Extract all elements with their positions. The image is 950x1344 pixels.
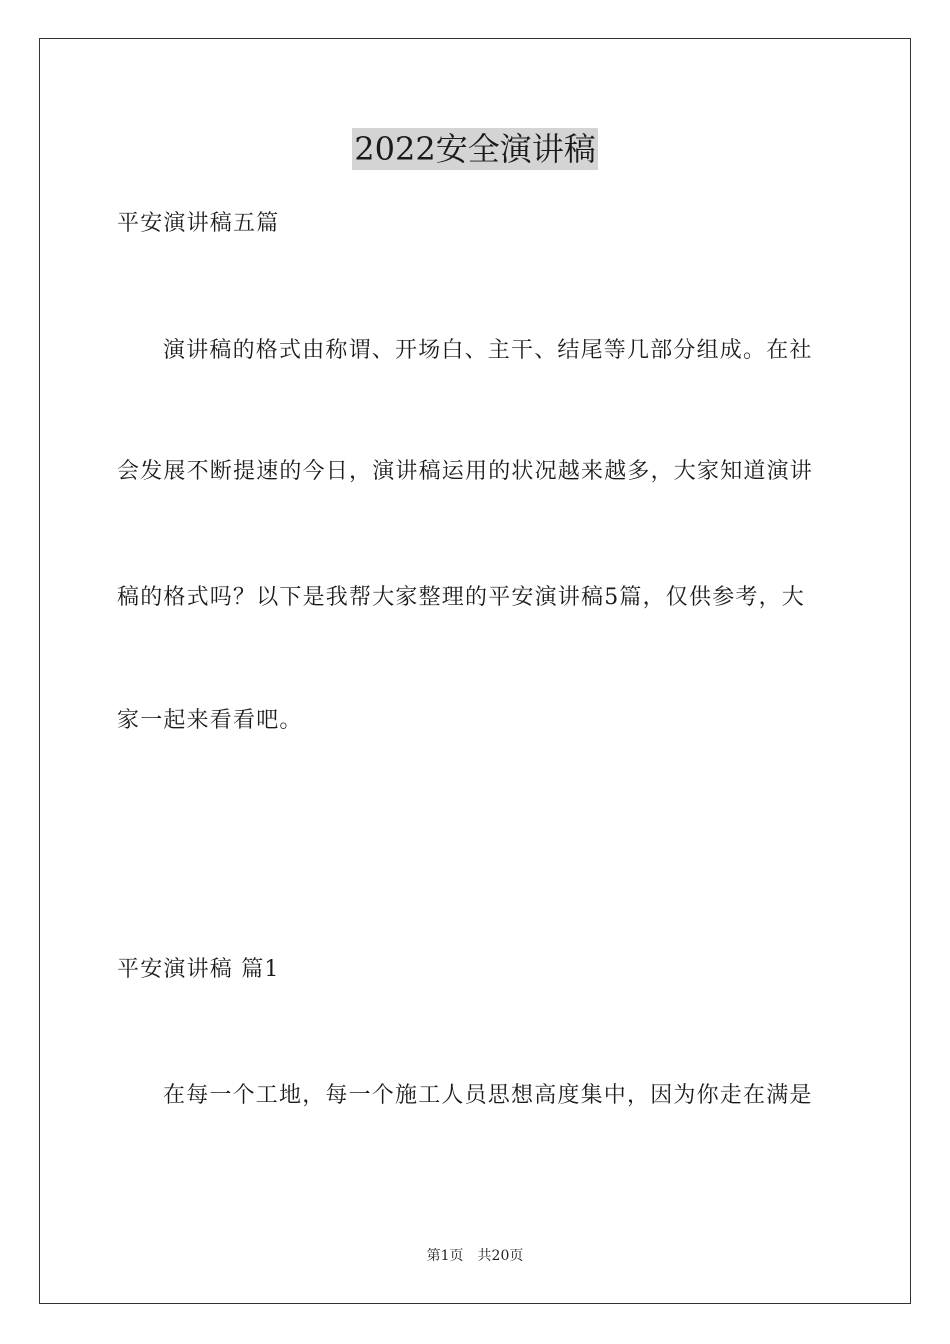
intro-line-2: 会发展不断提速的今日，演讲稿运用的状况越来越多，大家知道演讲	[117, 459, 814, 484]
intro-line-3: 稿的格式吗？以下是我帮大家整理的平安演讲稿5篇，仅供参考，大	[117, 585, 805, 610]
page-footer	[0, 1246, 950, 1266]
page-number-current: 第1页	[426, 1248, 464, 1264]
intro-line-4: 家一起来看看吧。	[117, 708, 303, 733]
intro-line-1: 演讲稿的格式由称谓、开场白、主干、结尾等几部分组成。在社	[163, 338, 813, 363]
document-title: 2022安全演讲稿	[354, 130, 596, 168]
section-line-1: 在每一个工地，每一个施工人员思想高度集中，因为你走在满是	[163, 1083, 813, 1108]
title-container	[0, 128, 950, 170]
page-number-total: 共20页	[477, 1248, 524, 1264]
section-heading: 平安演讲稿 篇1	[117, 957, 280, 982]
document-subtitle: 平安演讲稿五篇	[117, 211, 280, 236]
